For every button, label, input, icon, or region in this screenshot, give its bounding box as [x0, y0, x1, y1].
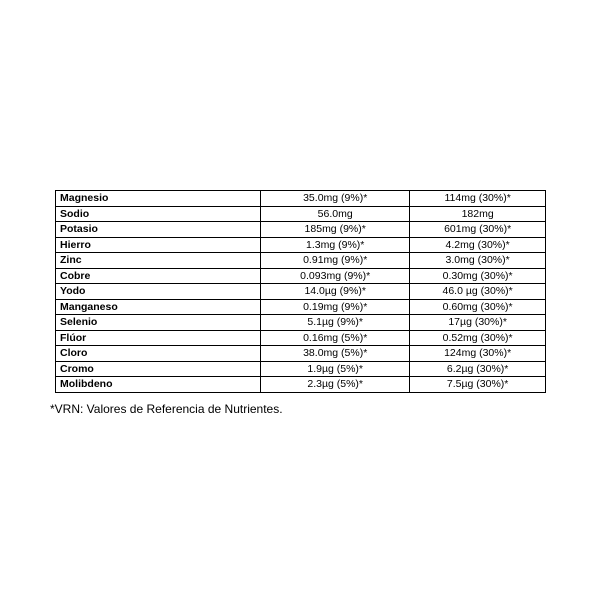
- portion-value-cell: 38.0mg (5%)*: [261, 346, 410, 362]
- portion-value-cell: 1.9µg (5%)*: [261, 361, 410, 377]
- daily-value-cell: 0.52mg (30%)*: [410, 330, 546, 346]
- portion-value-cell: 0.91mg (9%)*: [261, 253, 410, 269]
- table-row: [56, 361, 546, 377]
- table-row: [56, 222, 546, 238]
- nutrient-name-cell: Molibdeno: [56, 377, 261, 393]
- nutrient-name-cell: Yodo: [56, 284, 261, 300]
- daily-value-cell: 6.2µg (30%)*: [410, 361, 546, 377]
- table-row: [56, 299, 546, 315]
- portion-value-cell: 14.0µg (9%)*: [261, 284, 410, 300]
- daily-value-cell: 114mg (30%)*: [410, 191, 546, 207]
- daily-value-cell: 0.60mg (30%)*: [410, 299, 546, 315]
- nutrient-table: [55, 190, 546, 393]
- daily-value-cell: 124mg (30%)*: [410, 346, 546, 362]
- nutrient-name-cell: Magnesio: [56, 191, 261, 207]
- portion-value-cell: 5.1µg (9%)*: [261, 315, 410, 331]
- table-row: [56, 346, 546, 362]
- portion-value-cell: 185mg (9%)*: [261, 222, 410, 238]
- nutrient-name-cell: Cobre: [56, 268, 261, 284]
- portion-value-cell: 0.19mg (9%)*: [261, 299, 410, 315]
- nutrient-name-cell: Flúor: [56, 330, 261, 346]
- portion-value-cell: 56.0mg: [261, 206, 410, 222]
- nutrient-name-cell: Selenio: [56, 315, 261, 331]
- daily-value-cell: 182mg: [410, 206, 546, 222]
- table-row: [56, 237, 546, 253]
- portion-value-cell: 1.3mg (9%)*: [261, 237, 410, 253]
- nutrient-name-cell: Sodio: [56, 206, 261, 222]
- portion-value-cell: 2.3µg (5%)*: [261, 377, 410, 393]
- table-row: [56, 253, 546, 269]
- nutrient-name-cell: Zinc: [56, 253, 261, 269]
- daily-value-cell: 0.30mg (30%)*: [410, 268, 546, 284]
- nutrient-name-cell: Potasio: [56, 222, 261, 238]
- table-row: [56, 315, 546, 331]
- daily-value-cell: 3.0mg (30%)*: [410, 253, 546, 269]
- portion-value-cell: 35.0mg (9%)*: [261, 191, 410, 207]
- table-row: [56, 330, 546, 346]
- daily-value-cell: 7.5µg (30%)*: [410, 377, 546, 393]
- nutrient-table-body: [56, 191, 546, 393]
- footnote: *VRN: Valores de Referencia de Nutrientes.: [50, 402, 283, 416]
- portion-value-cell: 0.093mg (9%)*: [261, 268, 410, 284]
- nutrient-name-cell: Manganeso: [56, 299, 261, 315]
- daily-value-cell: 601mg (30%)*: [410, 222, 546, 238]
- table-row: [56, 284, 546, 300]
- nutrient-name-cell: Cloro: [56, 346, 261, 362]
- table-row: [56, 377, 546, 393]
- daily-value-cell: 4.2mg (30%)*: [410, 237, 546, 253]
- portion-value-cell: 0.16mg (5%)*: [261, 330, 410, 346]
- table-row: [56, 268, 546, 284]
- nutrient-name-cell: Cromo: [56, 361, 261, 377]
- daily-value-cell: 46.0 µg (30%)*: [410, 284, 546, 300]
- table-row: [56, 191, 546, 207]
- nutrient-name-cell: Hierro: [56, 237, 261, 253]
- daily-value-cell: 17µg (30%)*: [410, 315, 546, 331]
- table-row: [56, 206, 546, 222]
